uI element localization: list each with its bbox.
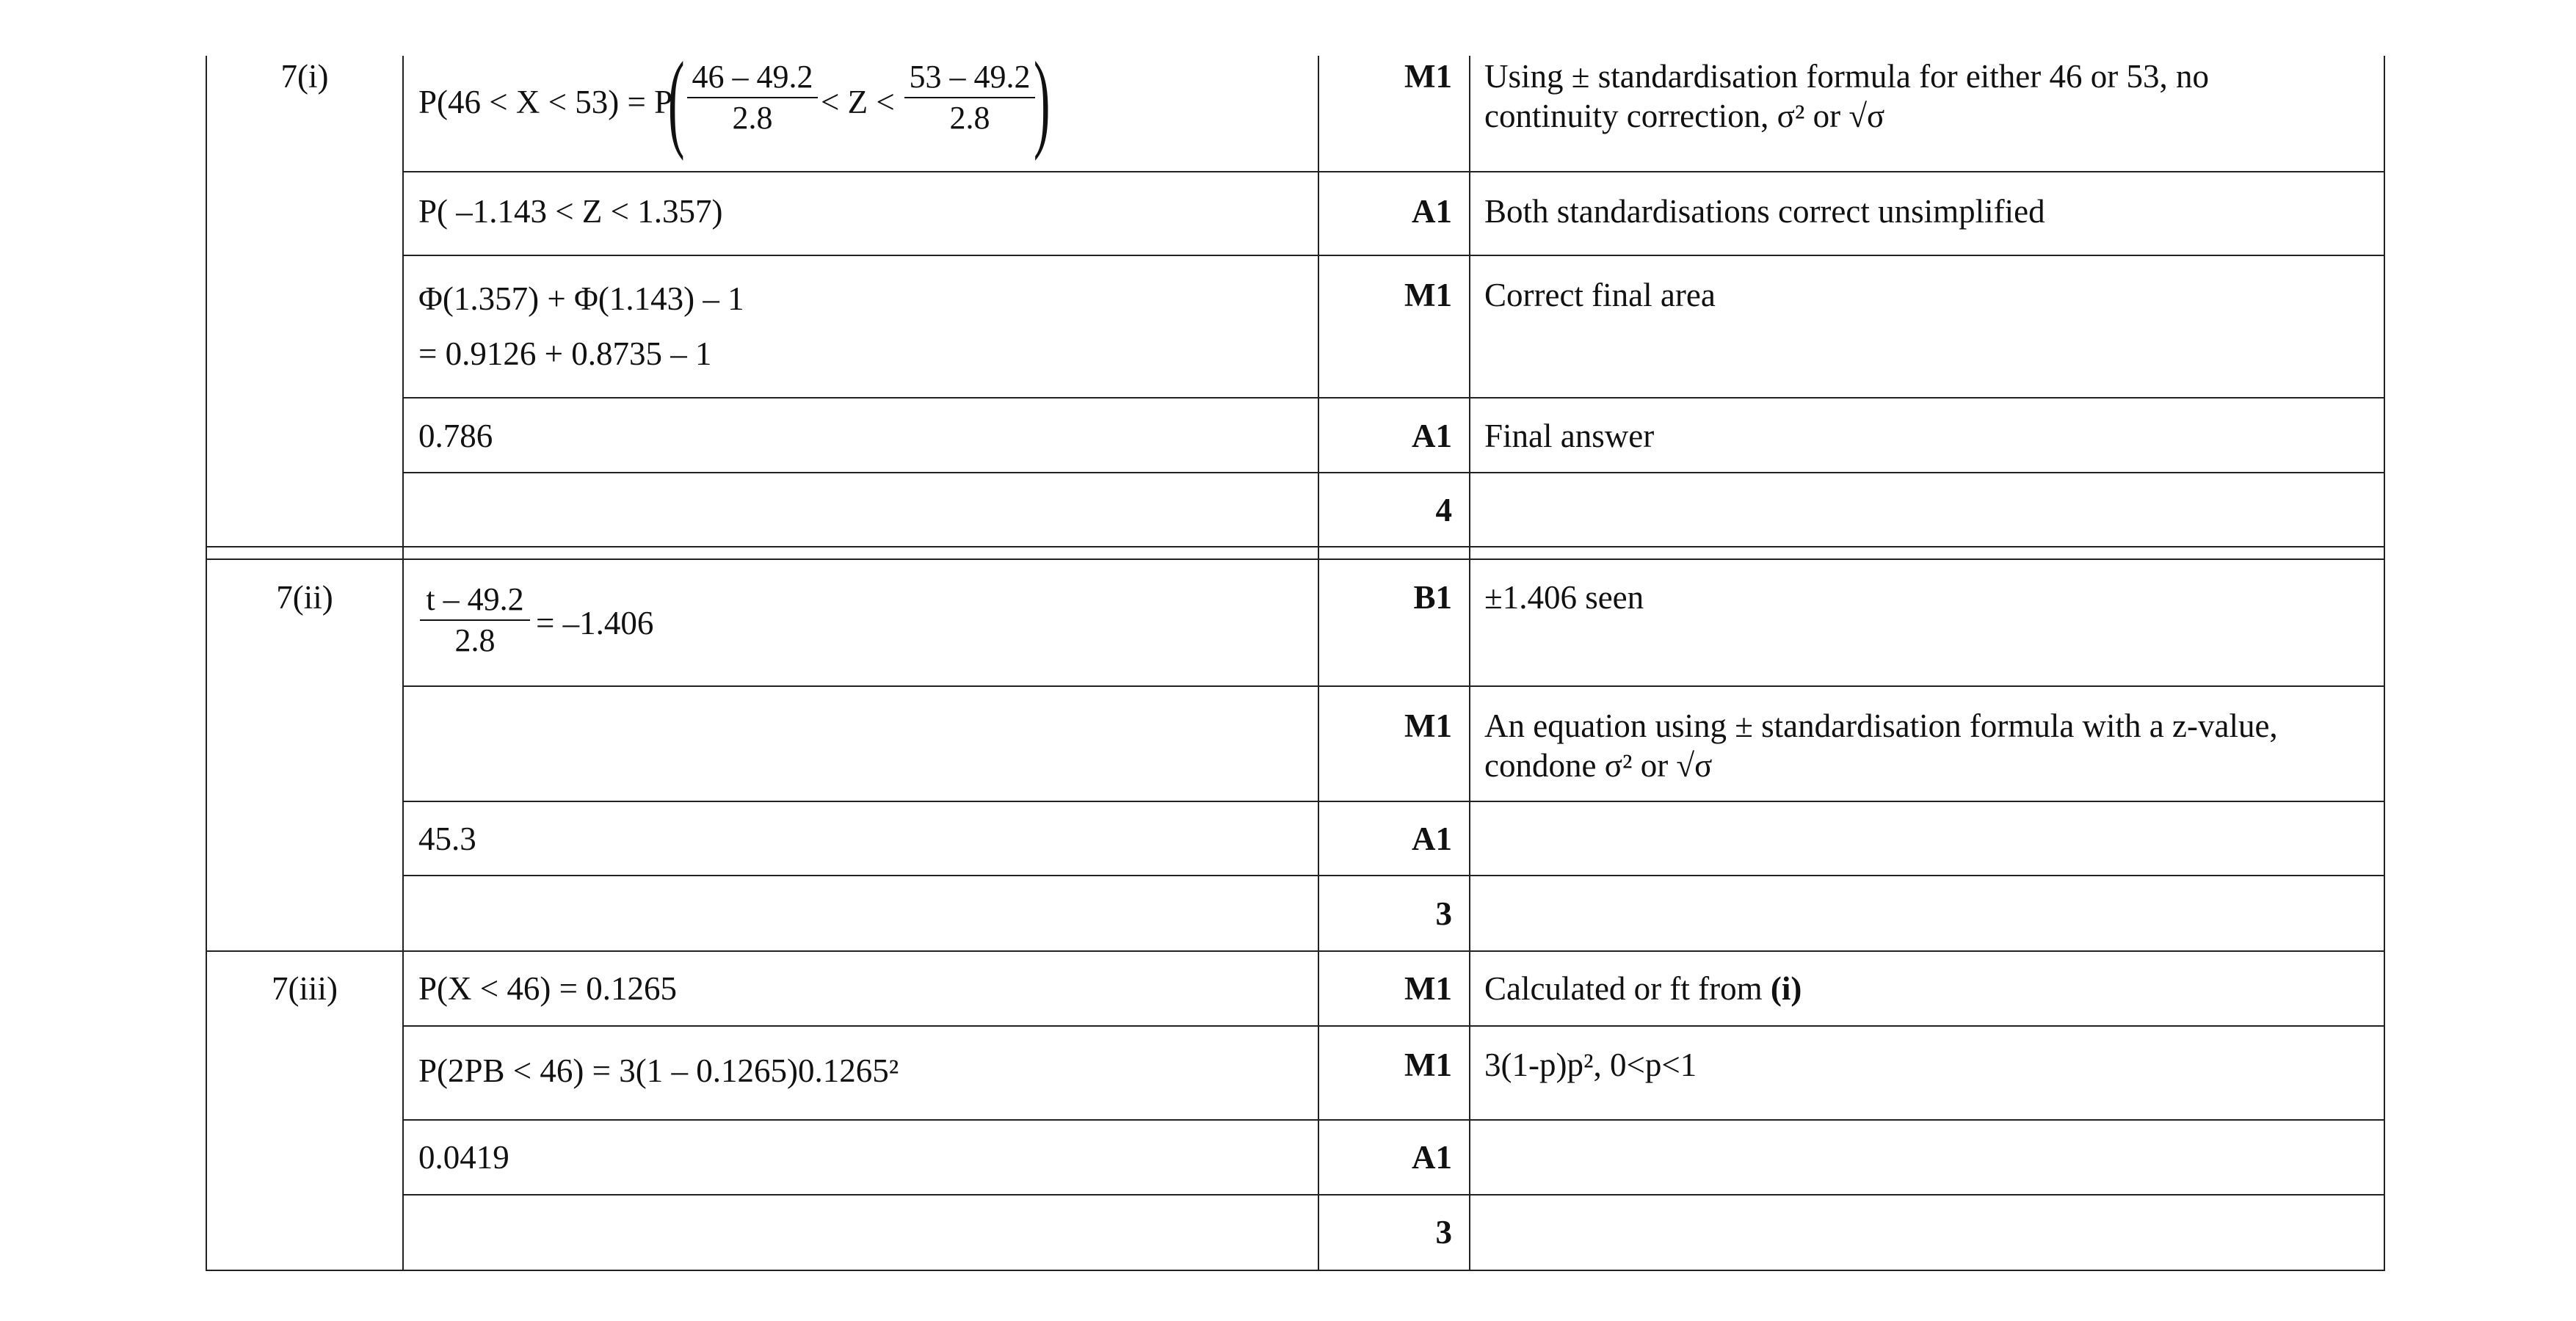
row-divider bbox=[402, 801, 2385, 802]
section-separator bbox=[206, 950, 2385, 952]
guidance-text: An equation using ± standardisation formula with a z-value, bbox=[1484, 707, 2278, 744]
left-paren: ( bbox=[668, 40, 685, 161]
section-separator bbox=[206, 546, 2385, 547]
answer-text: = 0.9126 + 0.8735 – 1 bbox=[418, 335, 712, 372]
answer-inequality: < Z < bbox=[821, 84, 895, 120]
answer-prefix: P(46 < X < 53) = P bbox=[418, 84, 673, 120]
fraction-denominator: 2.8 bbox=[949, 100, 990, 136]
mark-code: M1 bbox=[1404, 707, 1452, 744]
fraction-denominator: 2.8 bbox=[454, 622, 496, 658]
section-separator bbox=[206, 558, 2385, 560]
answer-text: 45.3 bbox=[418, 820, 476, 857]
table-border-bottom bbox=[206, 1270, 2385, 1271]
fraction-numerator: t – 49.2 bbox=[426, 581, 524, 617]
fraction-bar bbox=[904, 97, 1035, 98]
answer-text: 0.0419 bbox=[418, 1139, 509, 1176]
mark-code: A1 bbox=[1412, 1139, 1452, 1176]
fraction-numerator: 46 – 49.2 bbox=[692, 59, 813, 95]
row-divider bbox=[402, 1194, 2385, 1196]
fraction-lower bbox=[687, 59, 818, 137]
table-divider-question bbox=[402, 56, 404, 1271]
fraction-bar bbox=[420, 619, 530, 621]
row-divider bbox=[402, 397, 2385, 399]
table-border-left bbox=[206, 56, 207, 1271]
row-divider bbox=[402, 1025, 2385, 1027]
table-divider-answer bbox=[1318, 56, 1319, 1271]
question-number: 7(iii) bbox=[272, 970, 338, 1007]
mark-code: A1 bbox=[1412, 418, 1452, 454]
answer-text: P( –1.143 < Z < 1.357) bbox=[418, 193, 723, 230]
question-number: 7(ii) bbox=[276, 579, 333, 616]
fraction-numerator: 53 – 49.2 bbox=[909, 59, 1031, 95]
row-divider bbox=[402, 1119, 2385, 1121]
mark-code: M1 bbox=[1404, 277, 1452, 313]
fraction-bar bbox=[687, 97, 818, 98]
answer-text: P(2PB < 46) = 3(1 – 0.1265)0.1265² bbox=[418, 1052, 899, 1089]
mark-total: 3 bbox=[1435, 1214, 1452, 1251]
right-paren: ) bbox=[1034, 40, 1051, 161]
answer-text: = –1.406 bbox=[536, 605, 654, 641]
guidance-prefix: Calculated or ft from bbox=[1484, 970, 1771, 1007]
row-divider bbox=[402, 685, 2385, 687]
mark-code: A1 bbox=[1412, 193, 1452, 230]
guidance-text: condone σ² or √σ bbox=[1484, 747, 1713, 784]
guidance-text: Final answer bbox=[1484, 418, 1655, 454]
row-divider bbox=[402, 171, 2385, 172]
table-divider-marks bbox=[1469, 56, 1470, 1271]
guidance-text: Using ± standardisation formula for either 46 or 53, no bbox=[1484, 58, 2209, 95]
mark-code: B1 bbox=[1413, 579, 1452, 616]
guidance-reference: (i) bbox=[1770, 970, 1802, 1007]
mark-code: M1 bbox=[1404, 58, 1452, 95]
mark-code: M1 bbox=[1404, 1047, 1452, 1083]
guidance-text: Correct final area bbox=[1484, 277, 1716, 313]
mark-total: 3 bbox=[1435, 895, 1452, 932]
question-number: 7(i) bbox=[280, 58, 329, 95]
guidance-text: Both standardisations correct unsimplified bbox=[1484, 193, 2045, 230]
answer-text: 0.786 bbox=[418, 418, 493, 454]
row-divider bbox=[402, 875, 2385, 876]
row-divider bbox=[402, 255, 2385, 256]
guidance-text: 3(1-p)p², 0<p<1 bbox=[1484, 1047, 1697, 1083]
answer-text: Φ(1.357) + Φ(1.143) – 1 bbox=[418, 280, 744, 317]
mark-code: M1 bbox=[1404, 970, 1452, 1007]
fraction-denominator: 2.8 bbox=[732, 100, 773, 136]
guidance-text bbox=[1484, 969, 1802, 1008]
guidance-text: ±1.406 seen bbox=[1484, 579, 1644, 616]
mark-code: A1 bbox=[1412, 820, 1452, 857]
row-divider bbox=[402, 472, 2385, 473]
fraction-upper bbox=[904, 59, 1035, 137]
fraction-t bbox=[420, 581, 530, 659]
guidance-text: continuity correction, σ² or √σ bbox=[1484, 98, 1885, 134]
answer-text: P(X < 46) = 0.1265 bbox=[418, 970, 678, 1007]
table-border-right bbox=[2384, 56, 2385, 1271]
mark-total: 4 bbox=[1435, 492, 1452, 528]
